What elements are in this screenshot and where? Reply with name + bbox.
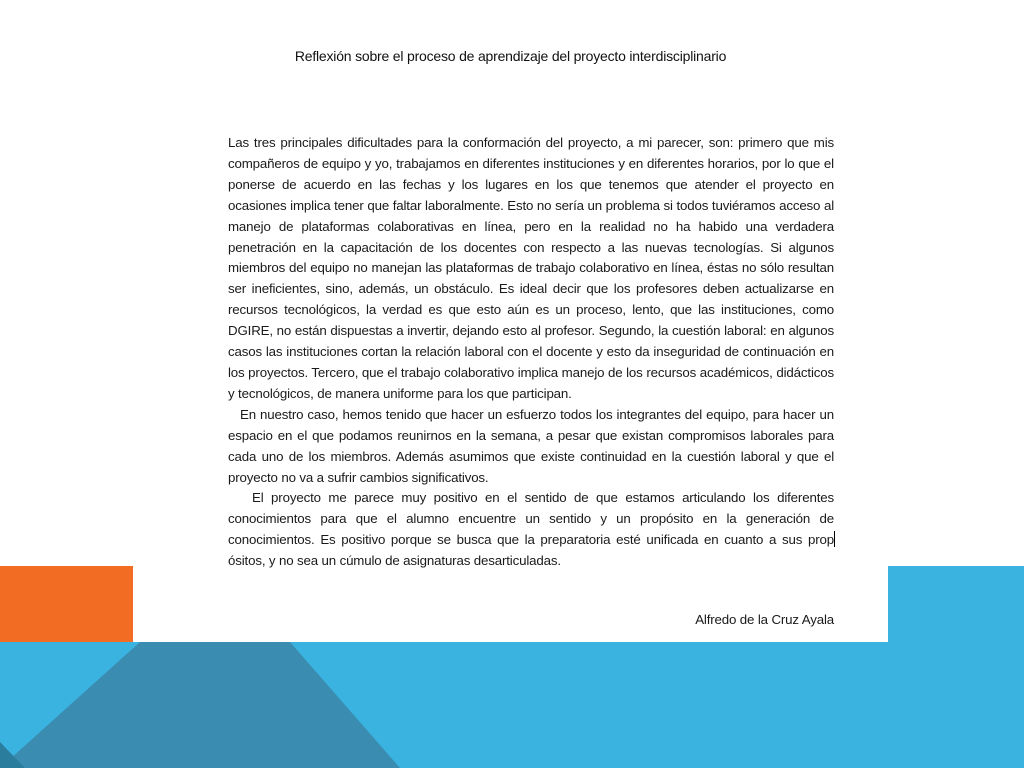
document-title: Reflexión sobre el proceso de aprendizaje del proyecto interdisciplinario bbox=[294, 48, 727, 64]
paragraph-3-text-after-caret: ósitos, y no sea un cúmulo de asignaturas desarticuladas. bbox=[228, 553, 561, 569]
document-page bbox=[133, 0, 888, 642]
paragraph-1: Las tres principales dificultades para la conformación del proyecto, a mi parecer, son: primero que mis compañeros de equipo y yo, trabajamos en diferentes instituciones y en diferentes horarios, por lo que el ponerse de acuerdo en las fechas y los lugares en los que tenemos que atender el proyecto en ocasiones implica tener que faltar laboralmente. Esto no sería un problema si todos tuviéramos acceso al manejo de plataformas colaborativas en línea, pero en la realidad no ha habido una verdadera penetración en la capacitación de los docentes con respecto a las nuevas tecnologías. Si algunos miembros del equipo no manejan las plataformas de trabajo colaborativo en línea, éstas no sólo resultan ser ineficientes, sino, además, un obstáculo. Es ideal decir que los profesores deben actualizarse en recursos tecnológicos, la verdad es que esto aún es un proceso, lento, que las instituciones, como DGIRE, no están dispuestas a invertir, dejando esto al profesor. Segundo, la cuestión laboral: en algunos casos las instituciones cortan la relación laboral con el docente y esto da inseguridad de continuación en los proyectos. Tercero, que el trabajo colaborativo implica manejo de los recursos académicos, didácticos y tecnológicos, de manera uniforme para los que participan. bbox=[228, 135, 834, 401]
paragraph-3-text-before-caret: El proyecto me parece muy positivo en el sentido de que estamos articulando los diferentes conocimientos para que el alumno encuentre un sentido y un propósito en la generación de conocimientos. Es positivo porque se busca que la preparatoria esté unificada en cuanto a sus prop bbox=[228, 490, 834, 548]
paragraph-2: En nuestro caso, hemos tenido que hacer un esfuerzo todos los integrantes del equipo, para hacer un espacio en el que podamos reunirnos en la semana, a pesar que existan compromisos laborales para cada uno de los miembros. Además asumimos que existe continuidad en la cuestión laboral y que el proyecto no va a sufrir cambios significativos. bbox=[228, 406, 834, 485]
signature: Alfredo de la Cruz Ayala bbox=[695, 612, 834, 627]
text-cursor bbox=[834, 531, 835, 547]
paragraph-3 bbox=[228, 488, 834, 572]
document-body bbox=[228, 133, 834, 572]
